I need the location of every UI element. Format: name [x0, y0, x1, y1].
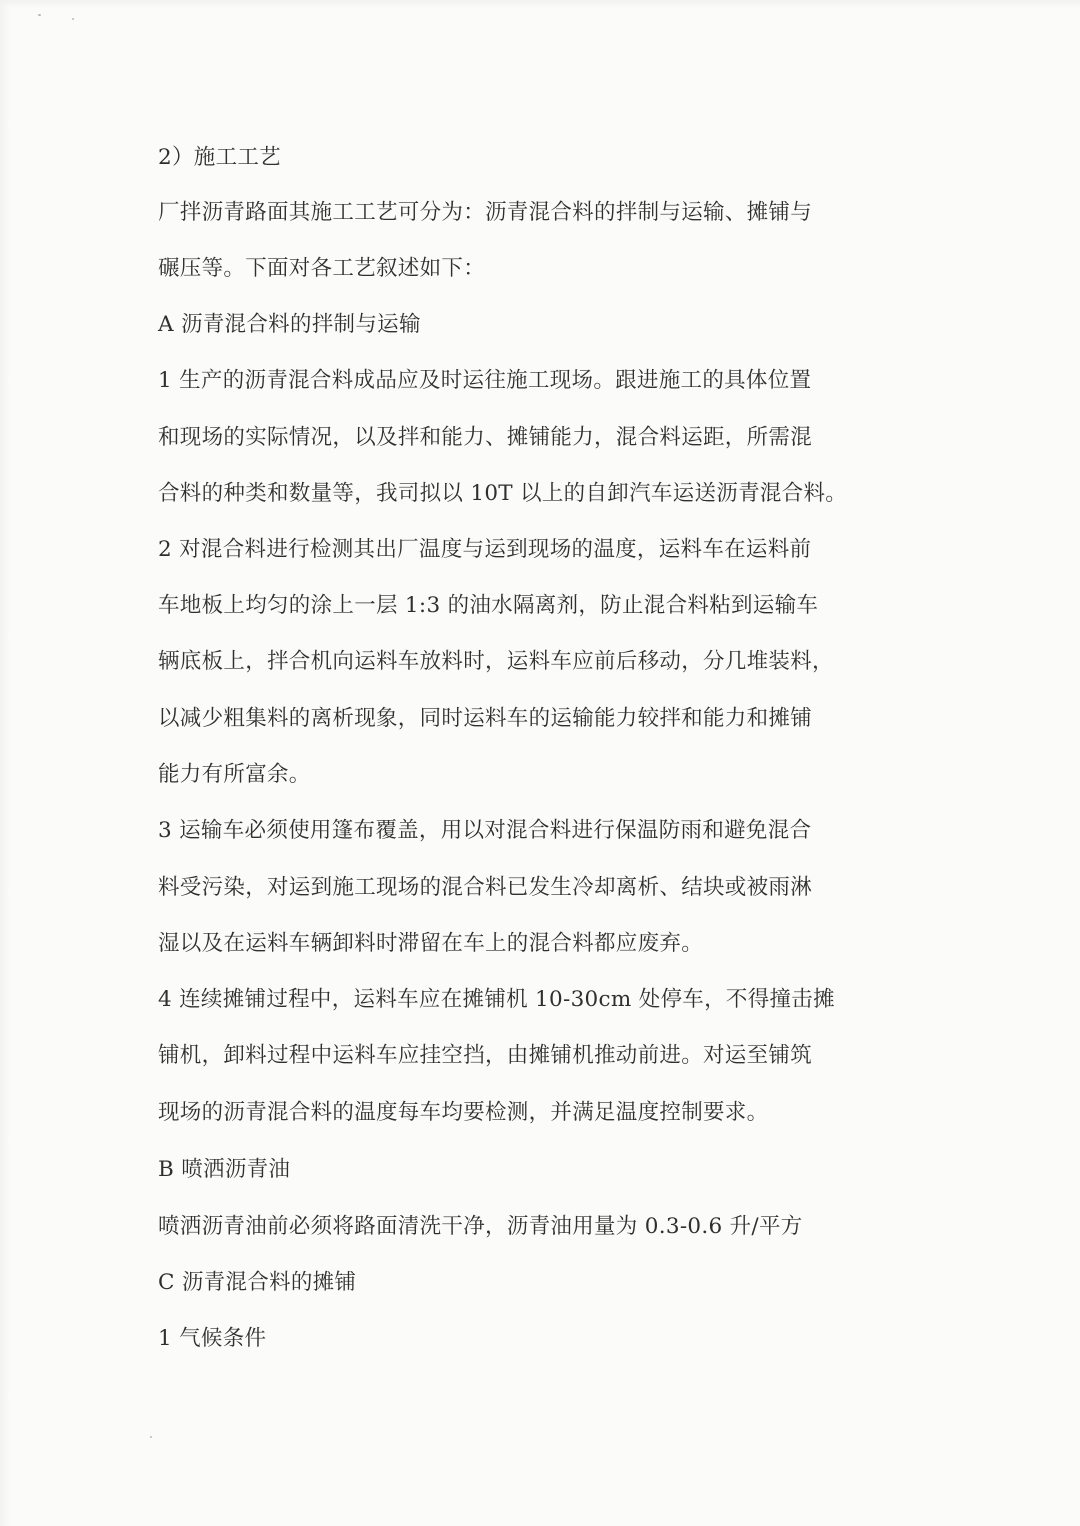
paragraph-line: 3 运输车必须使用篷布覆盖，用以对混合料进行保温防雨和避免混合 — [158, 818, 812, 843]
paragraph-line: 辆底板上，拌合机向运料车放料时，运料车应前后移动，分几堆装料， — [158, 649, 834, 674]
paragraph-line: 喷洒沥青油前必须将路面清洗干净，沥青油用量为 0.3-0.6 升/平方 — [158, 1214, 803, 1239]
scan-edge-shadow-left — [0, 0, 10, 1526]
paragraph-line: 能力有所富余。 — [158, 762, 311, 787]
subsection-heading: C 沥青混合料的摊铺 — [158, 1270, 357, 1295]
paragraph-line: 现场的沥青混合料的温度每车均要检测，并满足温度控制要求。 — [158, 1100, 769, 1125]
section-heading: 2）施工工艺 — [158, 145, 281, 170]
paragraph-line: 1 生产的沥青混合料成品应及时运往施工现场。跟进施工的具体位置 — [158, 368, 812, 393]
paragraph-line: 厂拌沥青路面其施工工艺可分为：沥青混合料的拌制与运输、摊铺与 — [158, 200, 813, 225]
paragraph-line: 碾压等。下面对各工艺叙述如下： — [158, 256, 486, 281]
paragraph-line: 铺机，卸料过程中运料车应挂空挡，由摊铺机推动前进。对运至铺筑 — [158, 1043, 813, 1068]
paragraph-line: 车地板上均匀的涂上一层 1:3 的油水隔离剂，防止混合料粘到运输车 — [158, 593, 819, 618]
paragraph-line: 和现场的实际情况，以及拌和能力、摊铺能力，混合料运距，所需混 — [158, 425, 813, 450]
scan-speck — [150, 1436, 152, 1438]
paragraph-line: 料受污染，对运到施工现场的混合料已发生冷却离析、结块或被雨淋 — [158, 875, 813, 900]
list-item-heading: 1 气候条件 — [158, 1326, 267, 1351]
scan-edge-shadow-top — [0, 0, 1080, 8]
paragraph-line: 以减少粗集料的离析现象，同时运料车的运输能力较拌和能力和摊铺 — [158, 706, 813, 731]
paragraph-line: 2 对混合料进行检测其出厂温度与运到现场的温度，运料车在运料前 — [158, 537, 812, 562]
subsection-heading: A 沥青混合料的拌制与运输 — [158, 312, 421, 337]
scan-speck — [38, 14, 41, 16]
paragraph-line: 4 连续摊铺过程中，运料车应在摊铺机 10-30cm 处停车，不得撞击摊 — [158, 987, 835, 1012]
subsection-heading: B 喷洒沥青油 — [158, 1157, 291, 1182]
paragraph-line: 湿以及在运料车辆卸料时滞留在车上的混合料都应废弃。 — [158, 931, 704, 956]
paragraph-line: 合料的种类和数量等，我司拟以 10T 以上的自卸汽车运送沥青混合料。 — [158, 481, 848, 506]
scan-speck — [72, 18, 74, 20]
